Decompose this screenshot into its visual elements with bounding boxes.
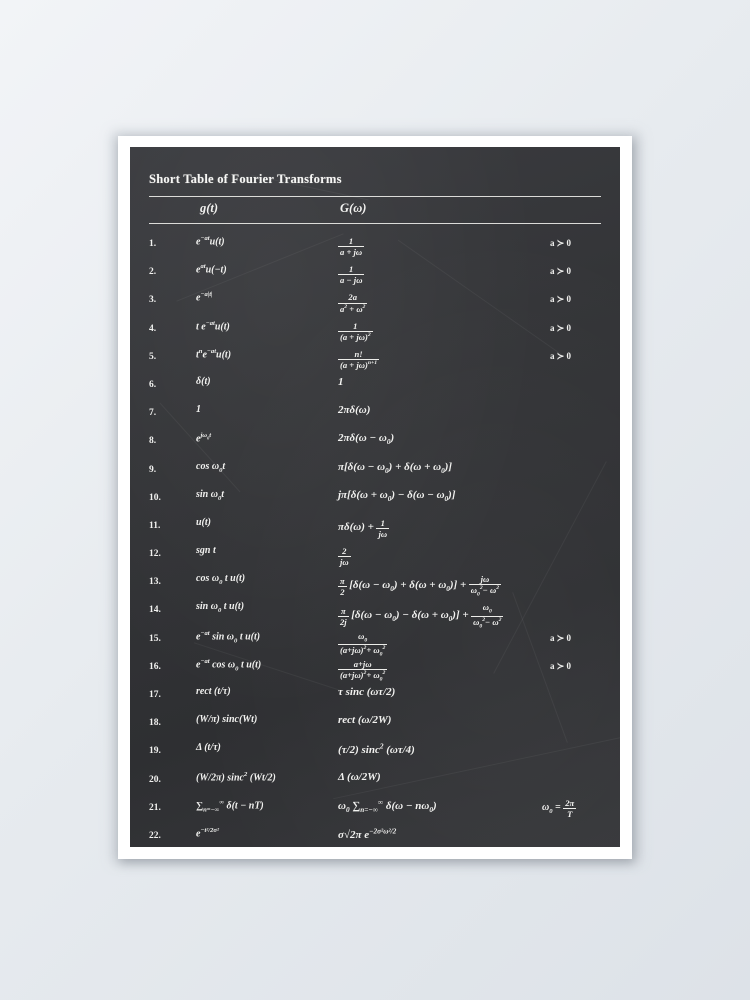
time-domain-expression: $e^{-at}$ $\sin \omega_0$ t u(t) bbox=[196, 629, 261, 644]
fraction-numerator: 1 bbox=[353, 320, 358, 331]
frequency-domain-expression: $\omega_0$ $\sum_{n=-\infty}^\infty$ $\delta(\omega - n\omega_0)$ bbox=[338, 798, 437, 815]
table-row bbox=[130, 797, 620, 825]
fraction-numerator: 2π bbox=[565, 797, 575, 808]
table-row bbox=[130, 430, 620, 458]
frequency-domain-expression: πδ(ω) + $\frac{1}{j\omega}$ bbox=[338, 517, 388, 540]
table-row bbox=[130, 289, 620, 317]
fraction-numerator: π bbox=[340, 575, 345, 586]
time-domain-expression: $\sum_{n=-\infty}^\infty$ δ(t − nT) bbox=[196, 798, 264, 814]
time-domain-expression: (W/2π) sinc$^2$ (Wt/2) bbox=[196, 770, 276, 783]
time-domain-expression: $e^{j\omega_0t}$ bbox=[196, 432, 212, 445]
time-domain-expression: t $e^{-at}u(t)$ bbox=[196, 319, 230, 332]
frequency-domain-expression: Δ (ω/2W) bbox=[338, 770, 381, 783]
fraction bbox=[376, 518, 389, 539]
row-number: 5. bbox=[149, 351, 157, 362]
row-number: 17. bbox=[149, 690, 161, 700]
chalkboard-poster bbox=[130, 147, 620, 847]
frequency-domain-expression: rect (ω/2W) bbox=[338, 714, 392, 727]
condition-label: a ≻ 0 bbox=[550, 350, 572, 361]
fraction bbox=[338, 349, 379, 370]
row-number: 7. bbox=[149, 408, 157, 419]
table-row bbox=[130, 402, 620, 430]
table-row bbox=[130, 684, 620, 712]
fraction bbox=[471, 602, 503, 630]
fraction-numerator: a+jω bbox=[353, 658, 372, 669]
fraction bbox=[338, 659, 387, 684]
row-number: 13. bbox=[149, 577, 161, 588]
fraction bbox=[338, 264, 364, 285]
fraction-denominator: 2j bbox=[340, 616, 347, 627]
table-row bbox=[130, 487, 620, 515]
fraction-denominator: $(a + j\omega)^2$ bbox=[340, 331, 371, 342]
condition-label: a ≻ 0 bbox=[550, 266, 572, 277]
row-number: 11. bbox=[149, 520, 161, 531]
frequency-domain-expression: $2\pi\delta(\omega - \omega_0)$ bbox=[338, 432, 395, 447]
table-row bbox=[130, 712, 620, 740]
row-number: 14. bbox=[149, 605, 161, 616]
frequency-domain-expression: $\pi[\delta(\omega - \omega_0) + \delta(\omega + \omega_0)]$ bbox=[338, 460, 453, 475]
frequency-domain-expression bbox=[338, 263, 364, 284]
table-row bbox=[130, 825, 620, 847]
fraction-numerator: π bbox=[340, 605, 346, 616]
time-domain-expression: 1 bbox=[196, 404, 201, 416]
frequency-domain-expression: 2πδ(ω) bbox=[338, 404, 371, 417]
row-number: 12. bbox=[149, 549, 161, 560]
frequency-domain-expression bbox=[338, 235, 364, 256]
table-row bbox=[130, 769, 620, 797]
frequency-domain-expression bbox=[338, 348, 379, 369]
table-row bbox=[130, 656, 620, 684]
table-row bbox=[130, 233, 620, 261]
fraction-numerator: n! bbox=[354, 348, 363, 359]
frequency-domain-expression: τ sinc (ωτ/2) bbox=[338, 686, 396, 698]
fraction-denominator: jω bbox=[340, 557, 349, 568]
table-row bbox=[130, 374, 620, 402]
fraction bbox=[338, 321, 373, 342]
fraction-denominator: $\omega_0^2- \omega^2$ bbox=[473, 616, 502, 630]
fraction-numerator: 2a bbox=[348, 292, 357, 303]
time-domain-expression: $e^{at}u(-t)$ bbox=[196, 263, 227, 276]
table-row bbox=[130, 543, 620, 571]
time-domain-expression: δ(t) bbox=[196, 375, 211, 387]
fraction-numerator: 1 bbox=[348, 236, 354, 246]
table-row bbox=[130, 261, 620, 289]
fraction-numerator: 1 bbox=[380, 517, 385, 528]
table-row bbox=[130, 515, 620, 543]
table-row bbox=[130, 346, 620, 374]
row-number: 10. bbox=[149, 492, 161, 503]
condition-label: a ≻ 0 bbox=[550, 322, 572, 333]
row-number: 8. bbox=[149, 436, 157, 447]
time-domain-expression: $\cos \omega_0t$ bbox=[196, 460, 226, 474]
time-domain-expression: $e^{-t^2/2\sigma^2}$ bbox=[196, 826, 219, 840]
fraction bbox=[338, 606, 349, 627]
time-domain-expression: $\sin \omega_0$ t u(t) bbox=[196, 601, 245, 615]
table-row bbox=[130, 740, 620, 768]
row-number: 4. bbox=[149, 323, 157, 334]
condition-label: a ≻ 0 bbox=[550, 238, 572, 248]
fraction bbox=[338, 292, 367, 313]
time-domain-expression: $e^{-at}$ $\cos \omega_0$ t u(t) bbox=[196, 657, 262, 673]
fraction bbox=[338, 631, 387, 659]
column-header-gt: g(t) bbox=[200, 201, 219, 215]
header-rule-bottom bbox=[149, 223, 601, 224]
row-number: 16. bbox=[149, 661, 161, 672]
time-domain-expression: Δ (t/τ) bbox=[196, 742, 221, 754]
fraction bbox=[338, 546, 351, 567]
fraction-denominator: a + jω bbox=[340, 247, 363, 258]
time-domain-expression: $e^{-a|t|}$ bbox=[196, 291, 213, 304]
fraction-denominator: $(a+j\omega)^2+ \omega_0^2$ bbox=[340, 669, 386, 683]
header-rule-top bbox=[149, 196, 601, 197]
row-number: 22. bbox=[149, 830, 161, 841]
row-note: $\omega_0$ = $\frac{2\pi}{T}$ bbox=[542, 797, 575, 819]
frequency-domain-expression: σ√2π $e^{-2\sigma^2\omega^2/2}$ bbox=[338, 826, 397, 841]
fraction bbox=[469, 574, 501, 599]
fraction-numerator: $\omega_0$ bbox=[482, 602, 492, 616]
row-number: 21. bbox=[149, 802, 161, 813]
row-number: 9. bbox=[149, 464, 157, 475]
frequency-domain-expression: (τ/2) sinc$^2$ (ωτ/4) bbox=[338, 742, 415, 757]
row-number: 2. bbox=[149, 267, 157, 278]
time-domain-expression: rect (t/τ) bbox=[196, 686, 231, 697]
frequency-domain-expression: $j\pi[\delta(\omega + \omega_0) - \delta(\omega - \omega_0)]$ bbox=[338, 488, 456, 503]
condition-label: a ≻ 0 bbox=[550, 660, 572, 671]
condition-label: a ≻ 0 bbox=[550, 294, 572, 305]
time-domain-expression: $\cos \omega_0$ t u(t) bbox=[196, 573, 246, 587]
fraction-denominator: $(a + j\omega)^{n+1}$ bbox=[340, 359, 378, 370]
row-number: 6. bbox=[149, 379, 157, 390]
table-row bbox=[130, 459, 620, 487]
transform-table bbox=[130, 233, 620, 847]
fraction-numerator: jω bbox=[480, 574, 490, 585]
fraction-numerator: 2 bbox=[342, 546, 347, 557]
condition-label: a ≻ 0 bbox=[550, 632, 572, 643]
row-number: 15. bbox=[149, 633, 161, 644]
fraction-denominator: T bbox=[563, 808, 576, 819]
row-number: 18. bbox=[149, 718, 161, 729]
time-domain-expression: $t^ne^{-at}u(t)$ bbox=[196, 347, 232, 361]
time-domain-expression: $\sin \omega_0t$ bbox=[196, 488, 225, 502]
row-number: 3. bbox=[149, 295, 157, 306]
fraction-denominator: 2 bbox=[338, 586, 347, 597]
fraction bbox=[563, 798, 576, 819]
time-domain-expression: (W/π) sinc(Wt) bbox=[196, 714, 258, 726]
page-title: Short Table of Fourier Transforms bbox=[149, 172, 342, 186]
frequency-domain-expression: $\frac{\pi}{2j}$ $[\delta(\omega - \omega_0) - \delta(\omega + \omega_0)]$ + $\frac{\omega_0}{\omega_0^2- \omega^2}$ bbox=[340, 602, 502, 630]
frequency-domain-expression bbox=[338, 291, 367, 312]
fraction bbox=[338, 236, 364, 257]
time-domain-expression: u(t) bbox=[196, 516, 211, 528]
frequency-domain-expression bbox=[338, 545, 351, 566]
frequency-domain-expression: $\frac{\pi}{2}$ $[\delta(\omega - \omega_0) + \delta(\omega + \omega_0)]$ + $\frac{j\omega}{\omega_0^2- \omega^2}$ bbox=[340, 574, 500, 599]
fraction bbox=[338, 576, 347, 597]
fraction-denominator: $(a+j\omega)^2+ \omega_0^2$ bbox=[340, 645, 386, 658]
row-number: 20. bbox=[149, 774, 161, 785]
column-header-gw: G(ω) bbox=[340, 201, 367, 215]
fraction-denominator: a − jω bbox=[340, 275, 363, 286]
row-number: 1. bbox=[149, 239, 157, 249]
row-number: 19. bbox=[149, 746, 161, 757]
fraction-denominator: $a^2 + \omega^2$ bbox=[340, 303, 366, 314]
fraction-numerator: $\omega_0$ bbox=[358, 630, 368, 644]
frequency-domain-expression bbox=[338, 630, 387, 658]
time-domain-expression: $e^{-at}u(t)$ bbox=[196, 235, 225, 248]
fraction-denominator: jω bbox=[378, 529, 388, 540]
fraction-numerator: 1 bbox=[349, 264, 354, 275]
table-row bbox=[130, 628, 620, 656]
time-domain-expression: sgn t bbox=[196, 545, 216, 557]
table-row bbox=[130, 571, 620, 599]
fraction-denominator: $\omega_0^2- \omega^2$ bbox=[470, 585, 500, 599]
frequency-domain-expression: 1 bbox=[338, 375, 344, 388]
frequency-domain-expression bbox=[338, 320, 373, 341]
table-row bbox=[130, 318, 620, 346]
frequency-domain-expression bbox=[338, 658, 387, 683]
table-row bbox=[130, 599, 620, 630]
